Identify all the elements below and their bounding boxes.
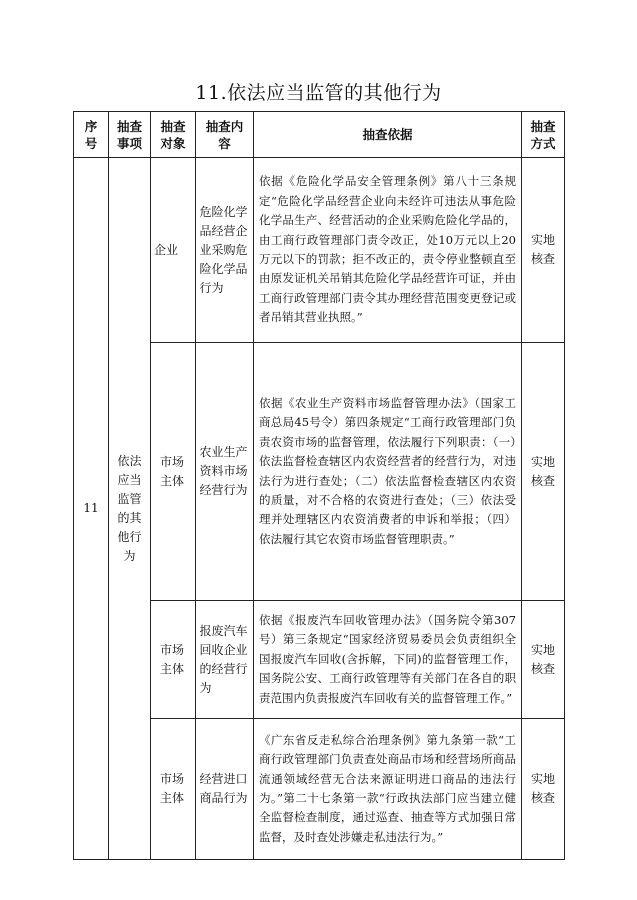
header-object: 抽查对象 [151, 112, 196, 158]
object-cell: 市场主体 [151, 601, 196, 719]
content-cell: 报废汽车回收企业的经营行为 [196, 601, 254, 719]
basis-cell: 《广东省反走私综合治理条例》第九条第一款“工商行政管理部门负责查处商品市场和经营场所商品流通领域经营无合法来源证明进口商品的违法行为。”第二十七条第一款“行政执法部门应当建立健全监督检查制度，通过巡查、抽查等方式加强日常监督，及时查处涉嫌走私违法行为。” [254, 719, 522, 860]
basis-cell: 依据《危险化学品安全管理条例》第八十三条规定“危险化学品经营企业向未经许可违法从事危险化学品生产、经营活动的企业采购危险化学品的，由工商行政管理部门责令改正，处10万元以上20万元以下的罚款；拒不改正的，责令停业整顿直至由原发证机关吊销其危险化学品经营许可证，并由工商行政管理部门责令其办理经营范围变更登记或者吊销其营业执照。” [254, 158, 522, 343]
header-seq: 序号 [74, 112, 109, 158]
page-title: 11.依法应当监管的其他行为 [195, 82, 442, 104]
basis-cell: 依据《农业生产资料市场监督管理办法》（国家工商总局45号令）第四条规定“工商行政管理部门负责农资市场的监督管理，依法履行下列职责：（一）依法监督检查辖区内农资经营者的经营行为，对违法行为进行查处；（二）依法监督检查辖区内农资的质量，对不合格的农资进行查处；（三）依法受理并处理辖区内农资消费者的申诉和举报；（四）依法履行其它农资市场监督管理职责。” [254, 343, 522, 601]
header-item: 抽查事项 [109, 112, 151, 158]
method-cell: 实地核查 [522, 719, 565, 860]
method-cell: 实地核查 [522, 158, 565, 343]
object-cell: 企业 [151, 158, 196, 343]
content-cell: 危险化学品经营企业采购危险化学品行为 [196, 158, 254, 343]
content-cell: 农业生产资料市场经营行为 [196, 343, 254, 601]
table-header-row [74, 112, 565, 158]
object-cell: 市场主体 [151, 719, 196, 860]
header-basis: 抽查依据 [254, 112, 522, 158]
header-method: 抽查方式 [522, 112, 565, 158]
method-cell: 实地核查 [522, 343, 565, 601]
table-row [74, 158, 565, 343]
item-label: 依法应当监管的其他行为 [117, 453, 142, 563]
spot-check-table [73, 111, 565, 860]
seq-cell: 11 [74, 158, 109, 860]
basis-cell: 依据《报废汽车回收管理办法》（国务院令第307号）第三条规定“国家经济贸易委员会负责组织全国报废汽车回收(含拆解，下同)的监督管理工作，国务院公安、工商行政管理等有关部门在各自的职责范围内负责报废汽车回收有关的监督管理工作。” [254, 601, 522, 719]
header-content: 抽查内容 [196, 112, 254, 158]
content-cell: 经营进口商品行为 [196, 719, 254, 860]
method-cell: 实地核查 [522, 601, 565, 719]
object-cell: 市场主体 [151, 343, 196, 601]
item-cell [109, 158, 151, 860]
